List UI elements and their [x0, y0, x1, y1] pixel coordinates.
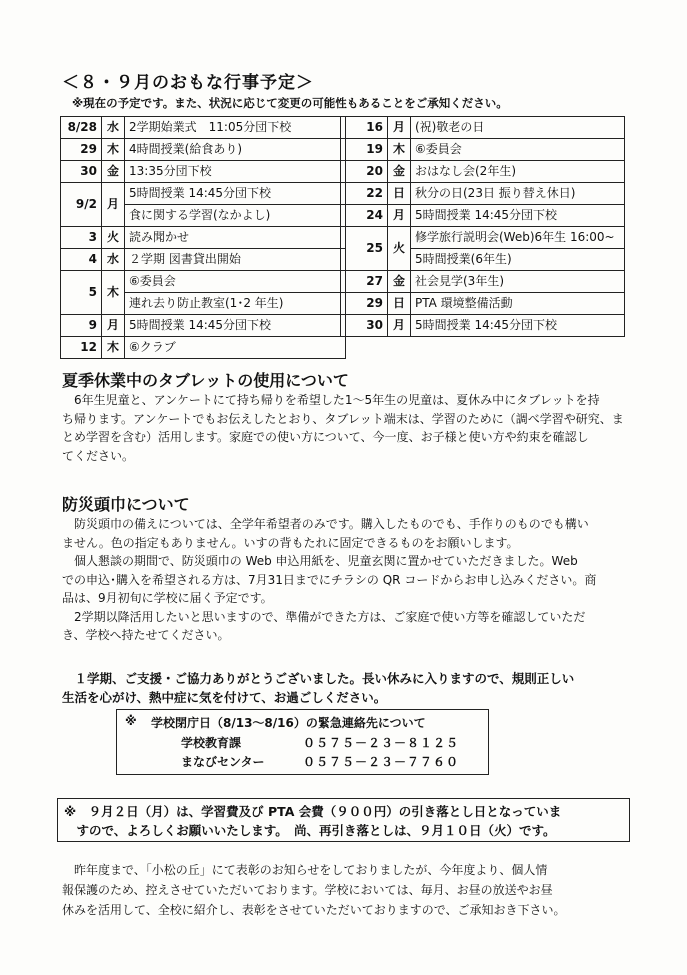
schedule-event: 5時間授業 14:45分団下校: [411, 315, 625, 337]
award-line: 休みを活用して、全校に紹介し、表彰をさせていただいておりますので、ご承知おき下さい。: [62, 903, 566, 917]
schedule-event: 13:35分団下校: [125, 161, 346, 183]
schedule-event: 5時間授業 14:45分団下校: [125, 183, 346, 205]
tablet-heading: 夏季休業中のタブレットの使用について: [62, 371, 349, 390]
schedule-event: ⑥クラブ: [125, 337, 346, 359]
schedule-event: 連れ去り防止教室(1･2 年生): [125, 293, 346, 315]
schedule-event: 5時間授業(6年生): [411, 249, 625, 271]
schedule-date: 12: [61, 337, 102, 359]
contact-name-2: まなびセンター: [181, 755, 265, 769]
fee-notice-box: [57, 798, 630, 842]
tablet-paragraph: [62, 391, 637, 465]
hood-line: き、学校へ持たせてください。: [62, 628, 230, 642]
schedule-table-left: [60, 116, 346, 359]
schedule-event: 社会見学(3年生): [411, 271, 625, 293]
schedule-date: 9/2: [61, 183, 102, 227]
schedule-row: [341, 227, 625, 249]
award-paragraph: [62, 860, 637, 920]
schedule-weekday: 水: [102, 117, 125, 139]
schedule-event: ⑥委員会: [125, 271, 346, 293]
schedule-row: [61, 183, 346, 205]
schedule-weekday: 月: [102, 183, 125, 227]
emergency-contact-box: [116, 709, 489, 775]
contact-name-1: 学校教育課: [181, 736, 242, 750]
hood-paragraph: [62, 515, 637, 645]
schedule-row: [61, 161, 346, 183]
schedule-event: おはなし会(2年生): [411, 161, 625, 183]
schedule-row: [341, 271, 625, 293]
contact-mark: ※: [125, 714, 137, 728]
schedule-event: 修学旅行説明会(Web)6年生 16:00~: [411, 227, 625, 249]
hood-line: 品は、9月初旬に学校に届く予定です。: [62, 591, 273, 605]
contact-title: 学校閉庁日（8/13～8/16）の緊急連絡先について: [151, 716, 426, 730]
schedule-weekday: 木: [102, 139, 125, 161]
fee-line: すので、よろしくお願いいたします。 尚、再引き落としは、９月１０日（火）です。: [64, 823, 556, 838]
schedule-row: [61, 337, 346, 359]
schedule-date: 29: [61, 139, 102, 161]
tablet-line: てください。: [62, 448, 135, 463]
schedule-weekday: 月: [388, 117, 411, 139]
schedule-date: 24: [341, 205, 388, 227]
schedule-row: [61, 117, 346, 139]
award-line: 報保護のため、控えさせていただいております。学校においては、毎月、お昼の放送やお昼: [62, 883, 553, 897]
schedule-date: 29: [341, 293, 388, 315]
award-line: 昨年度まで、「小松の丘」にて表彰のお知らせをしておりましたが、今年度より、個人情: [62, 863, 548, 877]
schedule-weekday: 金: [388, 161, 411, 183]
schedule-weekday: 木: [102, 337, 125, 359]
schedule-row: [341, 293, 625, 315]
schedule-date: 30: [341, 315, 388, 337]
schedule-date: 22: [341, 183, 388, 205]
schedule-event: ２学期 図書貸出開始: [125, 249, 346, 271]
schedule-date: 30: [61, 161, 102, 183]
schedule-event: ⑥委員会: [411, 139, 625, 161]
hood-line: での申込･購入を希望される方は、7月31日までにチラシの QR コードからお申し込みください。商: [62, 572, 597, 587]
hood-line: 防災頭巾の備えについては、全学年希望者のみです。購入したものでも、手作りのものでも構い: [62, 517, 589, 531]
schedule-row: [341, 139, 625, 161]
schedule-weekday: 木: [388, 139, 411, 161]
hood-line: 2学期以降活用したいと思いますので、準備ができた方は、ご家庭で使い方等を確認していただ: [62, 609, 586, 624]
hood-line: ません。色の指定もありません。いすの背もたれに固定できるものをお願いします。: [62, 535, 519, 550]
schedule-note: ※現在の予定です。また、状況に応じて変更の可能性もあることをご承知ください。: [72, 96, 508, 110]
tablet-line: 6年生児童と、アンケートにて持ち帰りを希望した1～5年生の児童は、夏休み中にタブレットを持: [62, 393, 600, 407]
schedule-weekday: 日: [388, 183, 411, 205]
schedule-date: 5: [61, 271, 102, 315]
schedule-date: 25: [341, 227, 388, 271]
schedule-event: 2学期始業式 11:05分団下校: [125, 117, 346, 139]
schedule-row: [61, 249, 346, 271]
schedule-weekday: 水: [102, 249, 125, 271]
schedule-date: 3: [61, 227, 102, 249]
schedule-row: [61, 227, 346, 249]
schedule-row: [341, 117, 625, 139]
schedule-row: [341, 205, 625, 227]
schedule-weekday: 金: [388, 271, 411, 293]
schedule-table-right: [340, 116, 625, 337]
schedule-date: 27: [341, 271, 388, 293]
schedule-row: [61, 315, 346, 337]
schedule-date: 19: [341, 139, 388, 161]
schedule-weekday: 金: [102, 161, 125, 183]
contact-tel-1: ０５７５－２３－８１２５: [303, 736, 460, 750]
schedule-event: 食に関する学習(なかよし): [125, 205, 346, 227]
schedule-date: 16: [341, 117, 388, 139]
schedule-date: 20: [341, 161, 388, 183]
schedule-weekday: 月: [102, 315, 125, 337]
schedule-row: [61, 271, 346, 293]
tablet-line: ち帰ります。アンケートでもお伝えしたとおり、タブレット端末は、学習のために（調べ学習や研究、ま: [62, 411, 624, 426]
schedule-date: 4: [61, 249, 102, 271]
closing-line: １学期、ご支援・ご協力ありがとうございました。長い休みに入りますので、規則正しい: [62, 671, 575, 686]
schedule-event: 5時間授業 14:45分団下校: [125, 315, 346, 337]
schedule-date: 9: [61, 315, 102, 337]
schedule-weekday: 月: [388, 205, 411, 227]
schedule-event: PTA 環境整備活動: [411, 293, 625, 315]
schedule-weekday: 火: [388, 227, 411, 271]
schedule-weekday: 火: [102, 227, 125, 249]
schedule-event: 秋分の日(23日 振り替え休日): [411, 183, 625, 205]
schedule-row: [341, 183, 625, 205]
schedule-date: 8/28: [61, 117, 102, 139]
schedule-weekday: 日: [388, 293, 411, 315]
closing-line: 生活を心がけ、熱中症に気を付けて、お過ごしください。: [62, 689, 387, 705]
schedule-event: 4時間授業(給食あり): [125, 139, 346, 161]
contact-tel-2: ０５７５－２３－７７６０: [303, 755, 460, 769]
closing-message: [62, 670, 637, 707]
tablet-line: とめ学習を含む）活用します。家庭での使い方について、今一度、お子様と使い方や約束を確認し: [62, 430, 589, 444]
schedule-row: [341, 161, 625, 183]
schedule-event: 5時間授業 14:45分団下校: [411, 205, 625, 227]
schedule-row: [341, 315, 625, 337]
schedule-title: ＜８・９月のおもな行事予定＞: [62, 73, 314, 93]
hood-line: 個人懇談の期間で、防災頭巾の Web 申込用紙を、児童玄関に置かせていただきました。Web: [62, 554, 578, 568]
schedule-event: 読み聞かせ: [125, 227, 346, 249]
schedule-event: (祝)敬老の日: [411, 117, 625, 139]
schedule-weekday: 木: [102, 271, 125, 315]
schedule-weekday: 月: [388, 315, 411, 337]
fee-line: ※ ９月２日（月）は、学習費及び PTA 会費（９００円）の引き落とし日となっていま: [64, 804, 562, 819]
schedule-row: [61, 139, 346, 161]
hood-heading: 防災頭巾について: [62, 495, 190, 514]
